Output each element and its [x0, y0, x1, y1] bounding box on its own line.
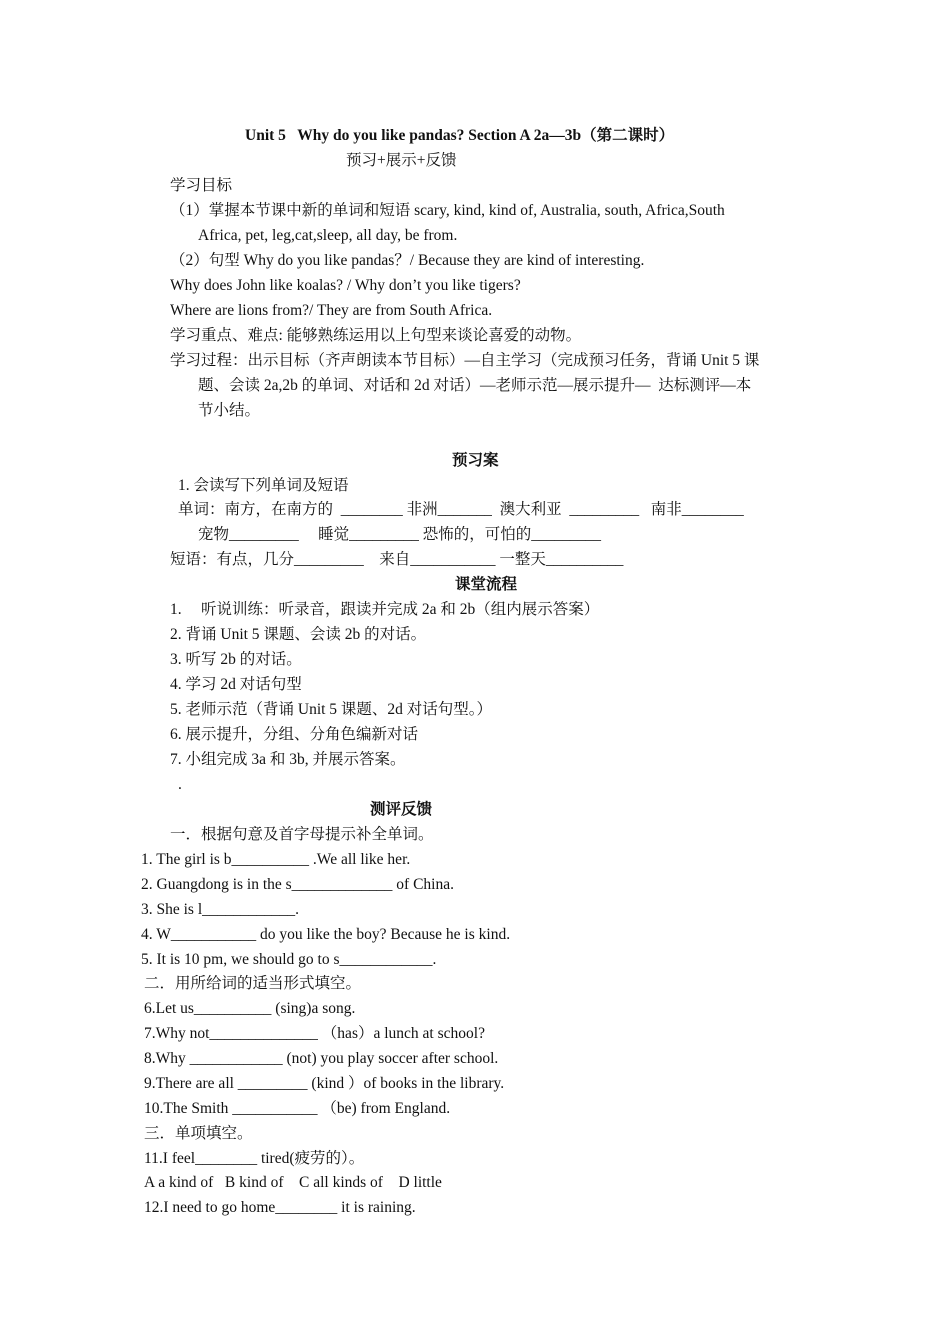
question: 12.I need to go home________ it is raining. [144, 1199, 416, 1216]
classroom-step: 1. 听说训练：听录音，跟读并完成 2a 和 2b（组内展示答案） [170, 601, 600, 618]
preview-item-1: 1. 会读写下列单词及短语 [178, 477, 349, 494]
question: 11.I feel________ tired(疲劳的）。 [144, 1150, 365, 1167]
part-3-title: 三．单项填空。 [144, 1125, 253, 1142]
preview-heading: 预习案 [452, 452, 499, 469]
document-subtitle: 预习+展示+反馈 [346, 152, 457, 169]
question: 2. Guangdong is in the s_____________ of China. [141, 876, 454, 893]
classroom-step: 2. 背诵 Unit 5 课题、会读 2b 的对话。 [170, 626, 427, 643]
objective-3: Why does John like koalas? / Why don’t you like tigers? [170, 277, 521, 294]
question: 7.Why not______________ （has）a lunch at school? [144, 1025, 485, 1042]
question: 10.The Smith ___________ （be) from England. [144, 1100, 451, 1117]
test-heading: 测评反馈 [370, 801, 433, 818]
question: 6.Let us__________ (sing)a song. [144, 1000, 356, 1017]
question: 3. She is l____________. [141, 901, 300, 918]
classroom-step: 3. 听写 2b 的对话。 [170, 651, 302, 668]
vocab-words-line-1: 单词：南方，在南方的 ________ 非洲_______ 澳大利亚 _________ 南非________ [178, 501, 744, 518]
process-line-2: 题、会读 2a,2b 的单词、对话和 2d 对话）—老师示范—展示提升— 达标测评—本 [198, 377, 752, 394]
objectives-heading: 学习目标 [170, 177, 233, 194]
question: 9.There are all _________ (kind ）of books in the library. [144, 1075, 505, 1092]
process-line-1: 学习过程：出示目标（齐声朗读本节目标）—自主学习（完成预习任务，背诵 Unit 5 课 [170, 352, 760, 369]
answer-options: A a kind of B kind of C all kinds of D little [144, 1174, 442, 1191]
stray-dot: . [178, 776, 182, 793]
question: 1. The girl is b__________ .We all like her. [141, 851, 411, 868]
vocab-phrases: 短语：有点，几分_________ 来自___________ 一整天__________ [170, 551, 624, 568]
classroom-step: 6. 展示提升，分组、分角色编新对话 [170, 726, 419, 743]
part-1-title: 一．根据句意及首字母提示补全单词。 [170, 826, 434, 843]
key-points: 学习重点、难点: 能够熟练运用以上句型来谈论喜爱的动物。 [170, 327, 582, 344]
question: 4. W___________ do you like the boy? Because he is kind. [141, 926, 511, 943]
objective-2: （2）句型 Why do you like pandas？/ Because they are kind of interesting. [170, 252, 645, 269]
objective-1-line-b: Africa, pet, leg,cat,sleep, all day, be from. [198, 227, 458, 244]
objective-4: Where are lions from?/ They are from South Africa. [170, 302, 493, 319]
classroom-heading: 课堂流程 [455, 576, 518, 593]
document-title: Unit 5 Why do you like pandas? Section A 2a—3b（第二课时） [245, 127, 675, 144]
question: 5. It is 10 pm, we should go to s____________. [141, 951, 437, 968]
part-2-title: 二．用所给词的适当形式填空。 [144, 975, 362, 992]
process-line-3: 节小结。 [198, 402, 261, 419]
objective-1-line-a: （1）掌握本节课中新的单词和短语 scary, kind, kind of, Australia, south, Africa,South [170, 202, 725, 219]
classroom-step: 7. 小组完成 3a 和 3b, 并展示答案。 [170, 751, 406, 768]
classroom-step: 5. 老师示范（背诵 Unit 5 课题、2d 对话句型。） [170, 701, 493, 718]
question: 8.Why ____________ (not) you play soccer after school. [144, 1050, 499, 1067]
classroom-step: 4. 学习 2d 对话句型 [170, 676, 302, 693]
vocab-words-line-2: 宠物_________ 睡觉_________ 恐怖的，可怕的_________ [198, 526, 602, 543]
